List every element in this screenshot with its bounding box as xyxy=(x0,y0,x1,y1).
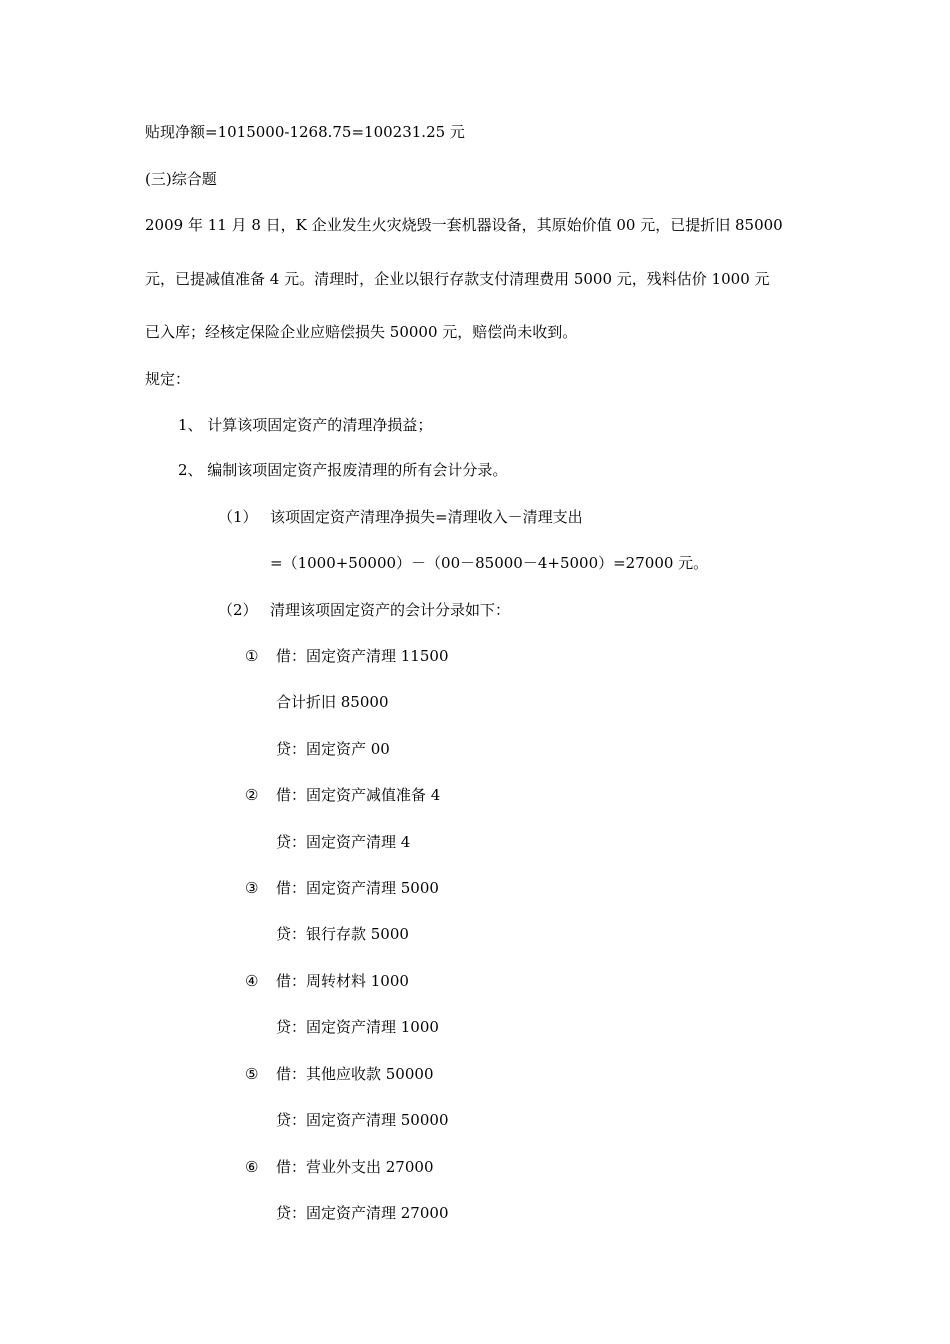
entry-text: 贷：固定资产清理 1000 xyxy=(276,1018,439,1036)
answer-2-number: （2） xyxy=(218,601,258,619)
answer-1-number: （1） xyxy=(218,508,258,526)
entry-number-mark: ④ xyxy=(245,972,259,990)
entry-text: 贷：固定资产清理 27000 xyxy=(276,1204,449,1222)
problem-paragraph-line-1: 2009 年 11 月 8 日，K 企业发生火灾烧毁一套机器设备，其原始价值 00 元，已提折旧 85000 xyxy=(145,216,783,234)
entry-text: 借：营业外支出 27000 xyxy=(276,1158,434,1176)
problem-paragraph-line-2: 元，已提减值准备 4 元。清理时，企业以银行存款支付清理费用 5000 元，残料估价 1000 元 xyxy=(145,270,770,288)
problem-paragraph-line-3: 已入库；经核定保险企业应赔偿损失 50000 元，赔偿尚未收到。 xyxy=(145,323,578,341)
requirement-1: 1、 计算该项固定资产的清理净损益； xyxy=(178,416,433,434)
entry-number-mark: ① xyxy=(245,647,259,665)
entry-text: 借：周转材料 1000 xyxy=(276,972,409,990)
requirement-2: 2、 编制该项固定资产报废清理的所有会计分录。 xyxy=(178,461,508,479)
entry-number-mark: ⑤ xyxy=(245,1065,259,1083)
discount-net-amount-line: 贴现净额=1015000-1268.75=100231.25 元 xyxy=(145,123,465,141)
entry-text: 借：固定资产清理 5000 xyxy=(276,879,439,897)
answer-1-formula: =（1000+50000）－（00－85000－4+5000）=27000 元。 xyxy=(270,554,709,572)
requirements-label: 规定： xyxy=(145,370,191,388)
section-title: (三)综合题 xyxy=(145,170,217,188)
entry-number-mark: ⑥ xyxy=(245,1158,259,1176)
entry-text: 贷：固定资产 00 xyxy=(276,740,390,758)
entry-text: 贷：固定资产清理 4 xyxy=(276,833,411,851)
answer-2-text: 清理该项固定资产的会计分录如下： xyxy=(270,601,511,619)
entry-text: 借：其他应收款 50000 xyxy=(276,1065,434,1083)
entry-number-mark: ③ xyxy=(245,879,259,897)
entry-text: 合计折旧 85000 xyxy=(276,693,389,711)
entry-text: 贷：银行存款 5000 xyxy=(276,925,409,943)
entry-text: 借：固定资产清理 11500 xyxy=(276,647,449,665)
entry-text: 贷：固定资产清理 50000 xyxy=(276,1111,449,1129)
answer-1-text: 该项固定资产清理净损失=清理收入－清理支出 xyxy=(270,508,583,526)
entry-number-mark: ② xyxy=(245,786,259,804)
entry-text: 借：固定资产减值准备 4 xyxy=(276,786,441,804)
